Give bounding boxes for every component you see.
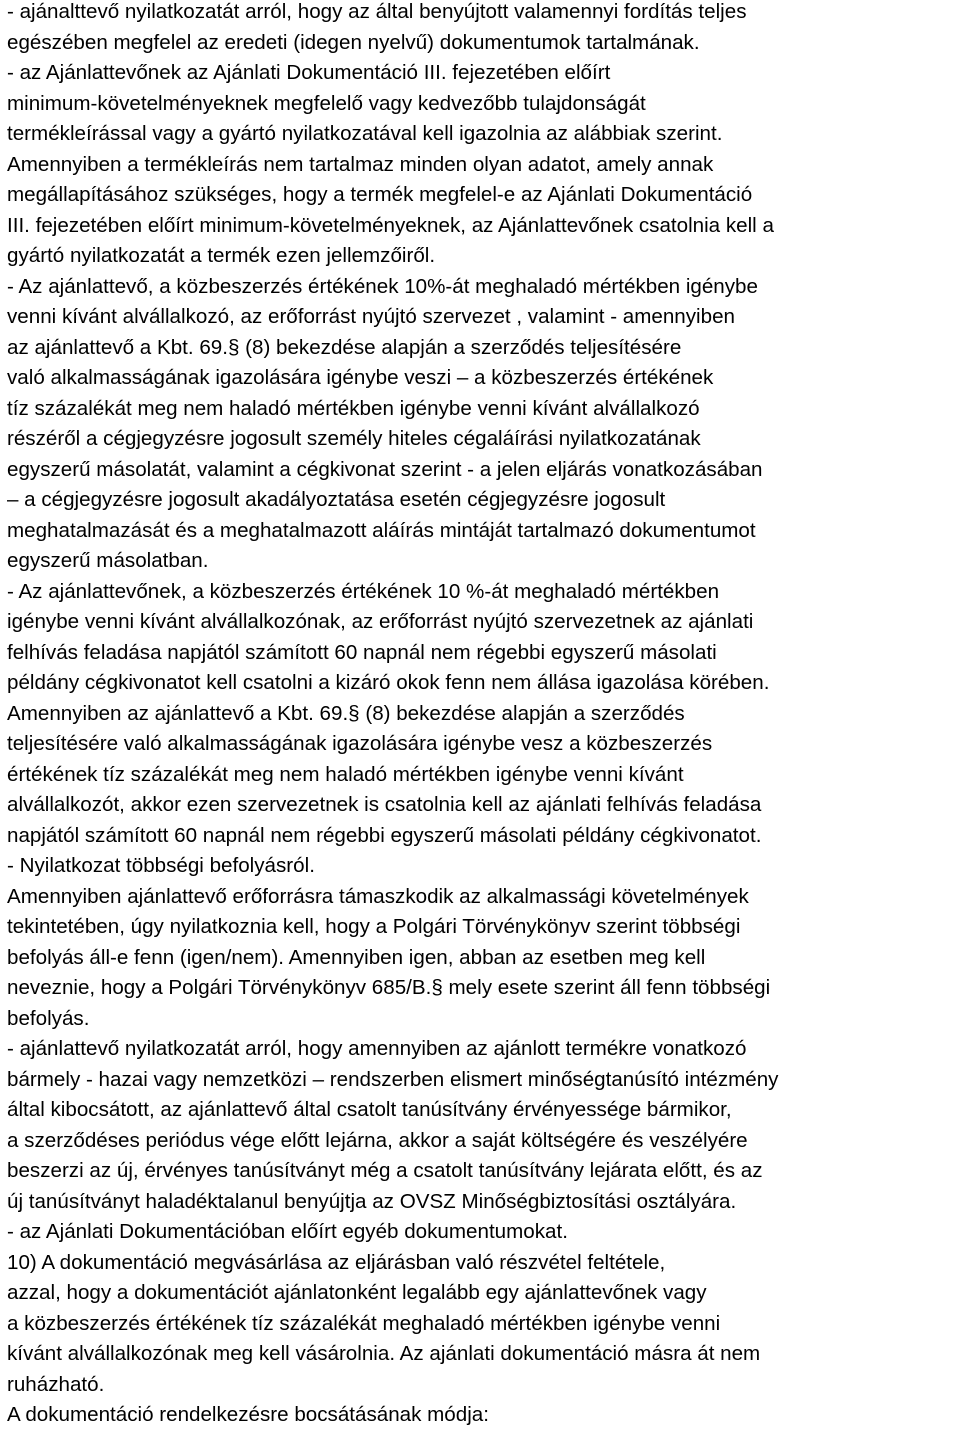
text-line: beszerzi az új, érvényes tanúsítványt még a csatolt tanúsítvány lejárata előtt, és az bbox=[7, 1159, 763, 1182]
text-line: az ajánlattevő a Kbt. 69.§ (8) bekezdése alapján a szerződés teljesítésére bbox=[7, 335, 682, 359]
text-line: megállapításához szükséges, hogy a termék megfelel-e az Ajánlati Dokumentáció bbox=[7, 183, 753, 206]
text-line: - az Ajánlattevőnek az Ajánlati Dokumentáció III. fejezetében előírt bbox=[7, 61, 611, 84]
text-line: azzal, hogy a dokumentációt ajánlatonként legalább egy ajánlattevőnek vagy bbox=[7, 1281, 707, 1304]
text-line: meghatalmazását és a meghatalmazott aláírás mintáját tartalmazó dokumentumot bbox=[7, 518, 756, 542]
text-line: gyártó nyilatkozatát a termék ezen jellemzőiről. bbox=[7, 244, 436, 267]
text-line: egyszerű másolatban. bbox=[7, 549, 209, 572]
text-line: 10) A dokumentáció megvásárlása az eljárásban való részvétel feltétele, bbox=[7, 1250, 666, 1274]
text-line: A dokumentáció rendelkezésre bocsátásának módja: bbox=[7, 1403, 489, 1426]
text-line: napjától számított 60 napnál nem régebbi egyszerű másolati példány cégkivonatot. bbox=[7, 823, 762, 847]
text-line: Amennyiben az ajánlattevő a Kbt. 69.§ (8) bekezdése alapján a szerződés bbox=[7, 701, 685, 725]
text-line: értékének tíz százalékát meg nem haladó mértékben igénybe venni kívánt bbox=[7, 762, 684, 786]
text-line: teljesítésére való alkalmasságának igazolására igénybe vesz a közbeszerzés bbox=[7, 732, 713, 755]
text-line: ruházható. bbox=[7, 1372, 105, 1396]
text-line: a közbeszerzés értékének tíz százalékát meghaladó mértékben igénybe venni bbox=[7, 1311, 721, 1335]
text-line: tíz százalékát meg nem haladó mértékben igénybe venni kívánt alvállalkozó bbox=[7, 396, 700, 420]
text-line: a szerződéses periódus vége előtt lejárna, akkor a saját költségére és veszélyére bbox=[7, 1128, 748, 1152]
text-line: Amennyiben ajánlattevő erőforrásra támaszkodik az alkalmassági követelmények bbox=[7, 884, 749, 908]
text-line: bármely - hazai vagy nemzetközi – rendszerben elismert minőségtanúsító intézmény bbox=[7, 1067, 779, 1091]
text-line: példány cégkivonatot kell csatolni a kizáró okok fenn nem állása igazolása körében. bbox=[7, 671, 770, 694]
text-line: való alkalmasságának igazolására igénybe veszi – a közbeszerzés értékének bbox=[7, 366, 714, 389]
text-line: tekintetében, úgy nyilatkoznia kell, hogy a Polgári Törvénykönyv szerint többségi bbox=[7, 915, 741, 938]
text-line: új tanúsítványt haladéktalanul benyújtja az OVSZ Minőségbiztosítási osztályára. bbox=[7, 1189, 737, 1213]
text-line: neveznie, hogy a Polgári Törvénykönyv 685/B.§ mely esete szerint áll fenn többségi bbox=[7, 976, 771, 999]
text-line: igénybe venni kívánt alvállalkozónak, az erőforrást nyújtó szervezetnek az ajánlati bbox=[7, 610, 754, 633]
text-line: egészében megfelel az eredeti (idegen nyelvű) dokumentumok tartalmának. bbox=[7, 30, 700, 54]
document-body bbox=[7, 0, 960, 1431]
text-line: részéről a cégjegyzésre jogosult személy hiteles cégaláírási nyilatkozatának bbox=[7, 427, 701, 450]
text-line: - ajánlattevő nyilatkozatát arról, hogy amennyiben az ajánlott termékre vonatkozó bbox=[7, 1037, 747, 1060]
text-line: - Nyilatkozat többségi befolyásról. bbox=[7, 854, 315, 877]
text-line: egyszerű másolatát, valamint a cégkivonat szerint - a jelen eljárás vonatkozásában bbox=[7, 457, 763, 481]
text-line: alvállalkozót, akkor ezen szervezetnek is csatolnia kell az ajánlati felhívás feladása bbox=[7, 793, 762, 816]
text-line: Amennyiben a termékleírás nem tartalmaz minden olyan adatot, amely annak bbox=[7, 152, 714, 176]
text-line: kívánt alvállalkozónak meg kell vásárolnia. Az ajánlati dokumentáció másra át nem bbox=[7, 1342, 761, 1365]
text-line: minimum-követelményeknek megfelelő vagy kedvezőbb tulajdonságát bbox=[7, 91, 646, 115]
text-line: termékleírással vagy a gyártó nyilatkozatával kell igazolnia az alábbiak szerint. bbox=[7, 122, 723, 145]
text-line: által kibocsátott, az ajánlattevő által csatolt tanúsítvány érvényessége bármikor, bbox=[7, 1098, 732, 1121]
text-line: venni kívánt alvállalkozó, az erőforrást nyújtó szervezet , valamint - amennyiben bbox=[7, 305, 735, 328]
text-line: - az Ajánlati Dokumentációban előírt egyéb dokumentumokat. bbox=[7, 1220, 568, 1243]
text-line: felhívás feladása napjától számított 60 napnál nem régebbi egyszerű másolati bbox=[7, 640, 717, 664]
text-line: befolyás áll-e fenn (igen/nem). Amennyiben igen, abban az esetben meg kell bbox=[7, 945, 706, 969]
text-line: III. fejezetében előírt minimum-követelményeknek, az Ajánlattevőnek csatolnia kell a bbox=[7, 213, 774, 237]
text-line: befolyás. bbox=[7, 1006, 90, 1030]
text-line: - Az ajánlattevőnek, a közbeszerzés értékének 10 %-át meghaladó mértékben bbox=[7, 579, 720, 603]
text-line: – a cégjegyzésre jogosult akadályoztatása esetén cégjegyzésre jogosult bbox=[7, 488, 666, 511]
text-line: - ajánalttevő nyilatkozatát arról, hogy az által benyújtott valamennyi fordítás teljes bbox=[7, 0, 747, 23]
text-line: - Az ajánlattevő, a közbeszerzés értékének 10%-át meghaladó mértékben igénybe bbox=[7, 274, 758, 298]
